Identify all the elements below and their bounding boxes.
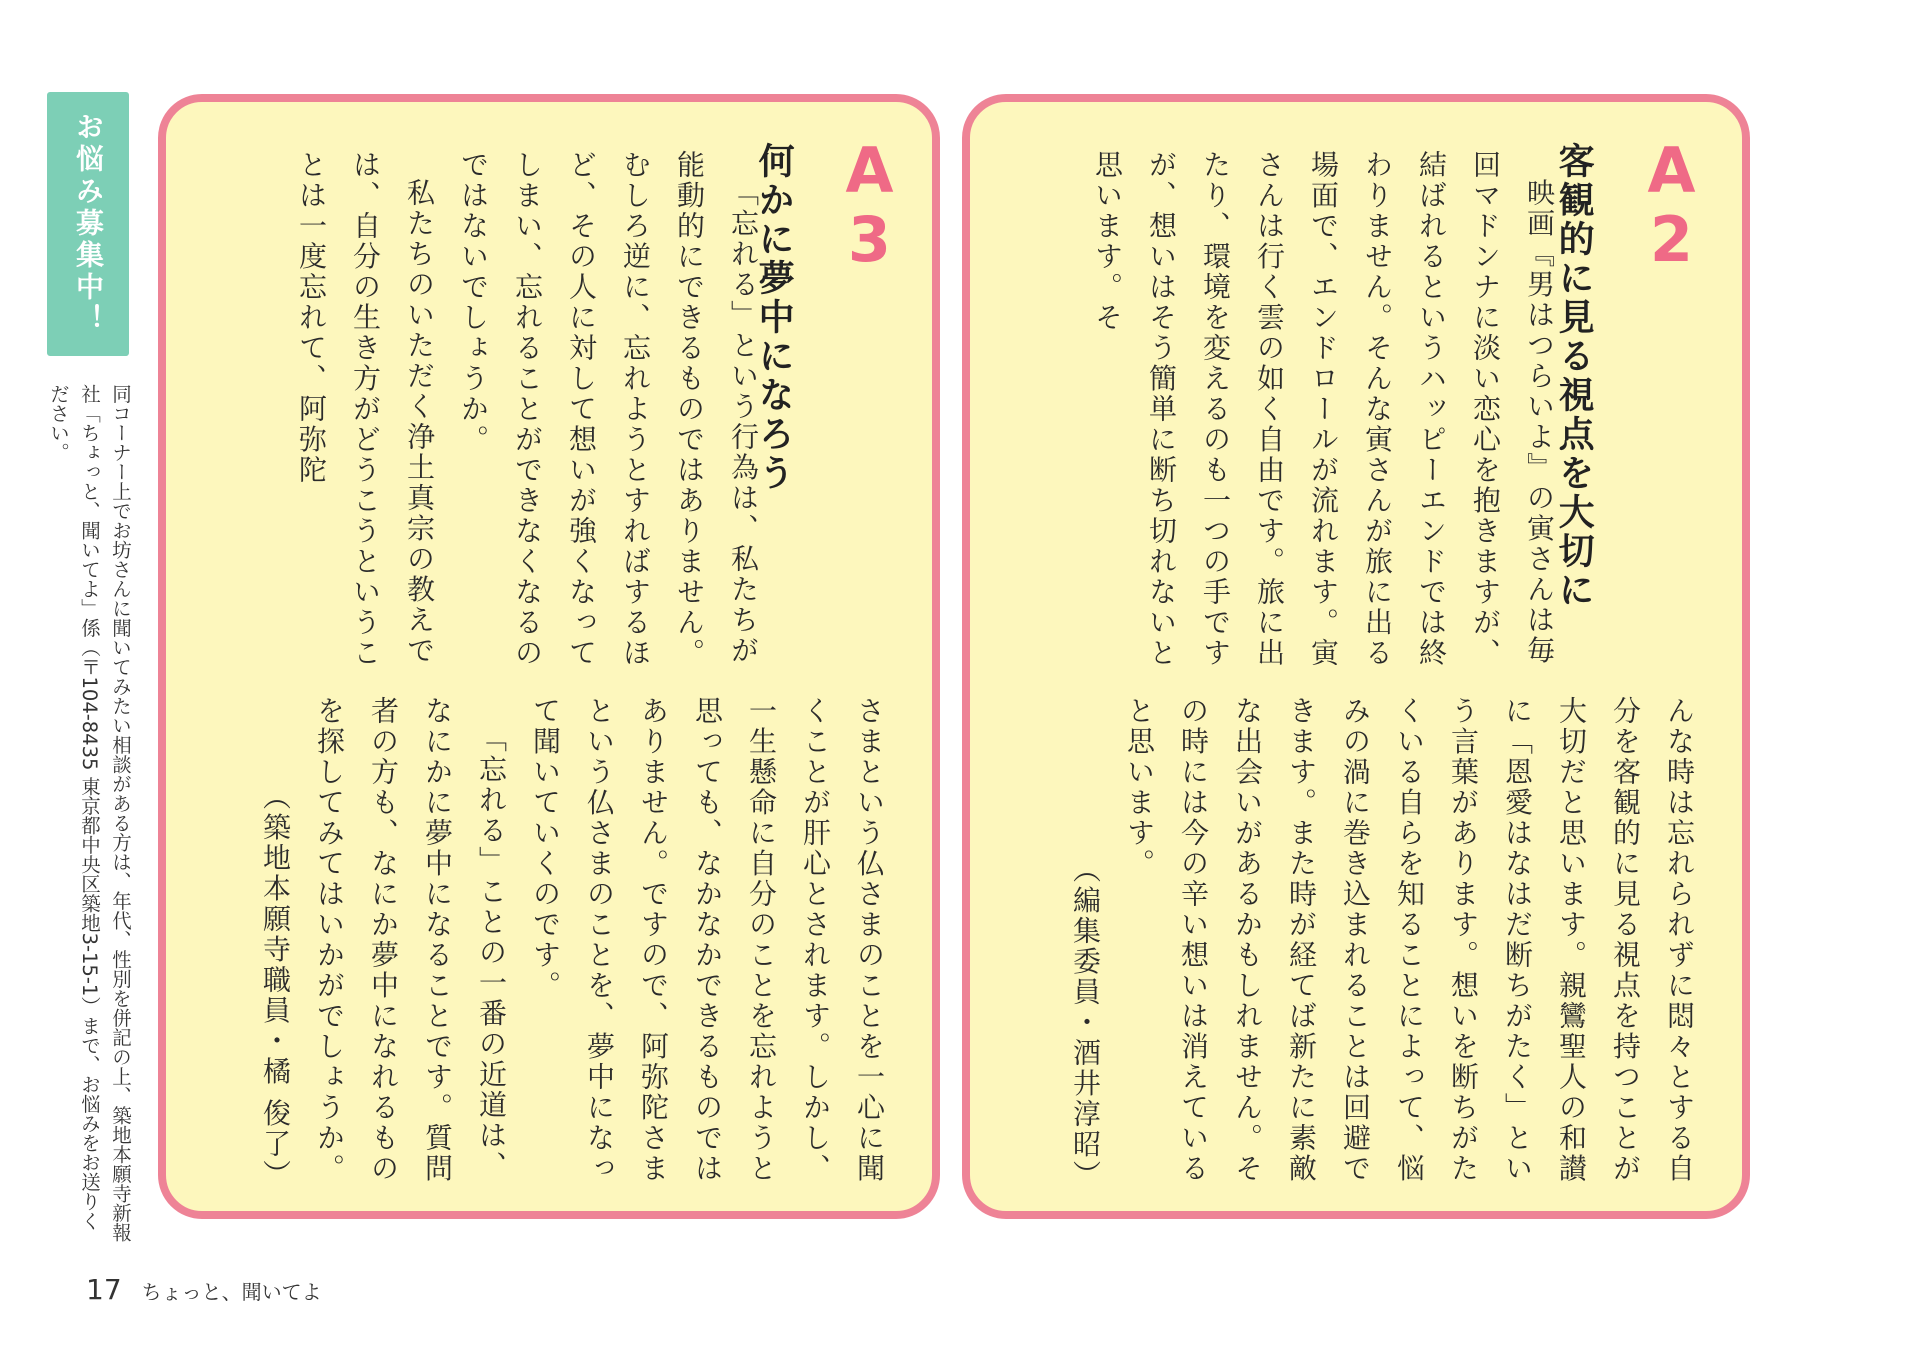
answer-heading-a3: 何かに夢中になろう [753,142,796,493]
running-title: ちょっと、聞いてよ [141,1280,322,1304]
paragraph: さまという仏さまのことを一心に聞くことが肝心とされます。しかし、一生懸命に自分のことを忘れようと思っても、なかなかできるものではありません。ですので、阿弥陀さまという仏さまのことを、夢中になって聞いていくのです。 [529,696,886,1184]
paragraph: んな時は忘れられずに悶々とする自分を客観的に見る視点を持つことが大切だと思います。親鸞聖人の和讃に「恩愛はなはだ断ちがたく」という言葉があります。想いを断ちがたくいる自らを知ることによって、悩みの渦に巻き込まれることは回避できます。また時が経てば新たに素敵な出会いがあるかもしれません。その時には今の辛い想いは消えていると思います。 [1123,696,1696,1184]
paragraph: 映画『男はつらいよ』の寅さんは毎回マドンナに淡い恋心を抱きますが、結ばれるというハッピーエンドでは終わりません。そんな寅さんが旅に出る場面で、エンドロールが流れます。寅さんは行く雲の如く自由です。旅に出たり、環境を変えるのも一つの手ですが、想いはそう簡単に断ち切れないと思います。そ [1091,150,1556,669]
answer-label-a3: A3 [833,134,906,272]
paragraph: 「忘れる」ことの一番の近道は、なにかに夢中になることです。質問者の方も、なにか夢中になれるものを探してみてはいかがでしょうか。 [313,696,508,1184]
answer-label-a2: A2 [1635,134,1708,272]
signature: （築地本願寺職員・橘 俊了） [259,782,292,1190]
page-number: 17 [86,1273,122,1306]
submission-note: 同コーナー上でお坊さんに聞いてみたい相談がある方は、年代、性別を併記の上、築地本願寺新報社「ちょっと、聞いてよ」係（〒104-8435 東京都中央区築地3-15-1）まで、お悩みをお送りください。 [47,384,132,1242]
answer-panel-a3 [158,94,940,1219]
answer-body-upper-a2 [996,150,1566,690]
answer-panel-a2 [962,94,1750,1219]
answer-body-lower-a3 [190,696,896,1190]
answer-body-upper-a3 [190,150,770,690]
signature: （編集委員・酒井淳昭） [1069,854,1102,1190]
recruiting-badge [47,92,129,356]
answer-body-lower-a2 [996,696,1706,1190]
paragraph: 私たちのいただく浄土真宗の教えでは、自分の生き方がどうこうということは一度忘れて、阿弥陀 [295,150,436,669]
recruiting-badge-label: お悩み募集中！ [72,112,105,336]
paragraph: 「忘れる」という行為は、私たちが能動的にできるものではありません。むしろ逆に、忘れようとすればするほど、その人に対して想いが強くなってしまい、忘れることができなくなるのではないでしょうか。 [457,150,760,669]
answer-heading-a2: 客観的に見る視点を大切に [1553,142,1596,610]
page-footer [86,1273,322,1306]
